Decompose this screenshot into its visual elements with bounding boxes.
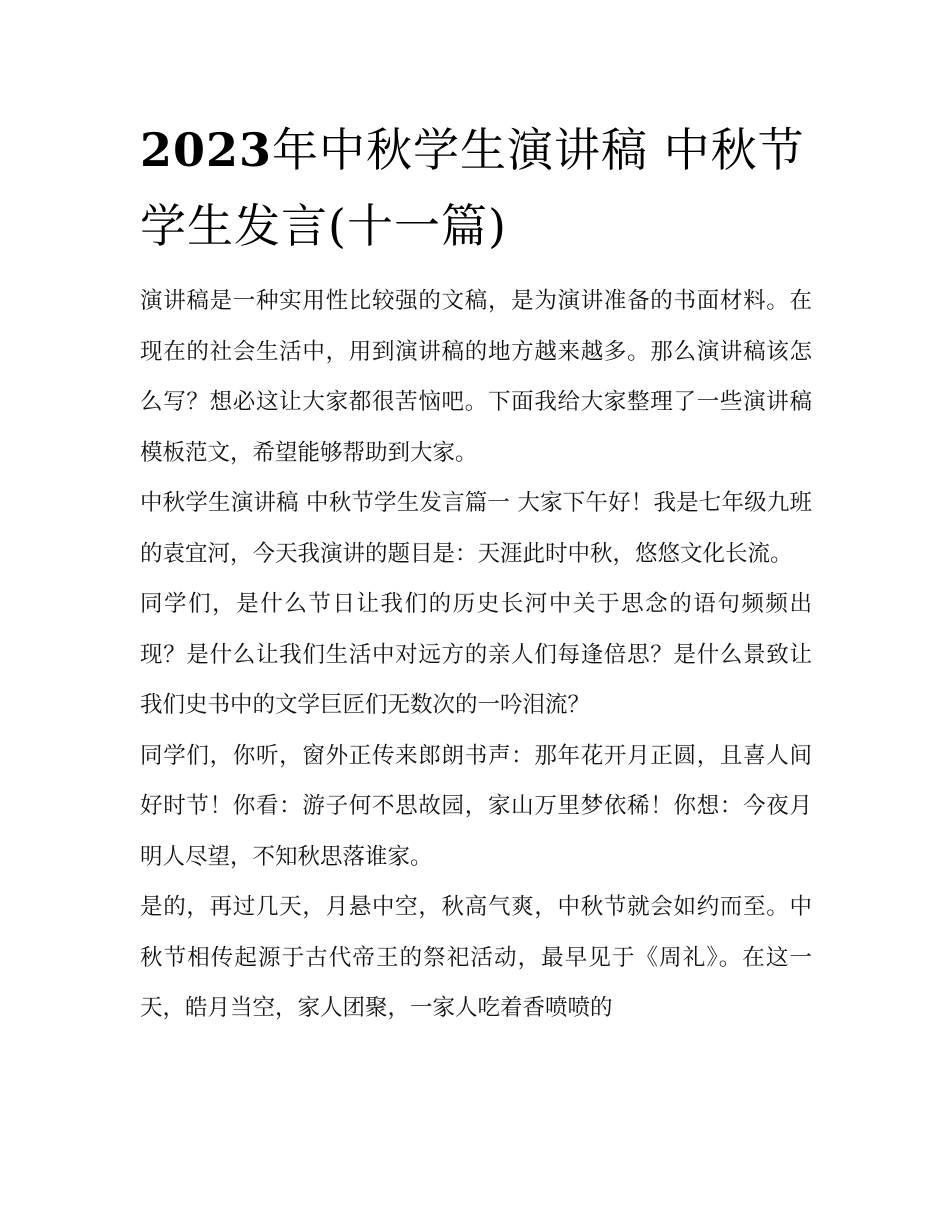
document-title xyxy=(140,112,812,264)
title-text: 年中秋学生演讲稿 中秋节学生发言(十一篇) xyxy=(140,123,805,253)
document-content xyxy=(140,112,812,1034)
paragraph-questions: 同学们，是什么节日让我们的历史长河中关于思念的语句频频出现？是什么让我们生活中对远方的亲人们每逢倍思？是什么景致让我们史书中的文学巨匠们无数次的一吟泪流？ xyxy=(140,591,812,718)
paragraph-speech-opening: 中秋学生演讲稿 中秋节学生发言篇一 大家下午好！我是七年级九班的袁宜河，今天我演讲的题目是：天涯此时中秋，悠悠文化长流。 xyxy=(140,490,812,567)
paragraph-festival-origin: 是的，再过几天，月悬中空，秋高气爽，中秋节就会如约而至。中秋节相传起源于古代帝王的祭祀活动，最早见于《周礼》。在这一天，皓月当空，家人团聚，一家人吃着香喷喷的 xyxy=(140,894,812,1021)
paragraph-poetry: 同学们，你听，窗外正传来郎朗书声：那年花开月正圆，且喜人间好时节！你看：游子何不思故园，家山万里梦依稀！你想：今夜月明人尽望，不知秋思落谁家。 xyxy=(140,742,812,870)
paragraph-intro: 演讲稿是一种实用性比较强的文稿，是为演讲准备的书面材料。在现在的社会生活中，用到演讲稿的地方越来越多。那么演讲稿该怎么写？想必这让大家都很苦恼吧。下面我给大家整理了一些演讲稿模板范文，希望能够帮助到大家。 xyxy=(140,288,812,466)
title-year: 2023 xyxy=(140,123,273,177)
document-body xyxy=(140,276,812,1034)
